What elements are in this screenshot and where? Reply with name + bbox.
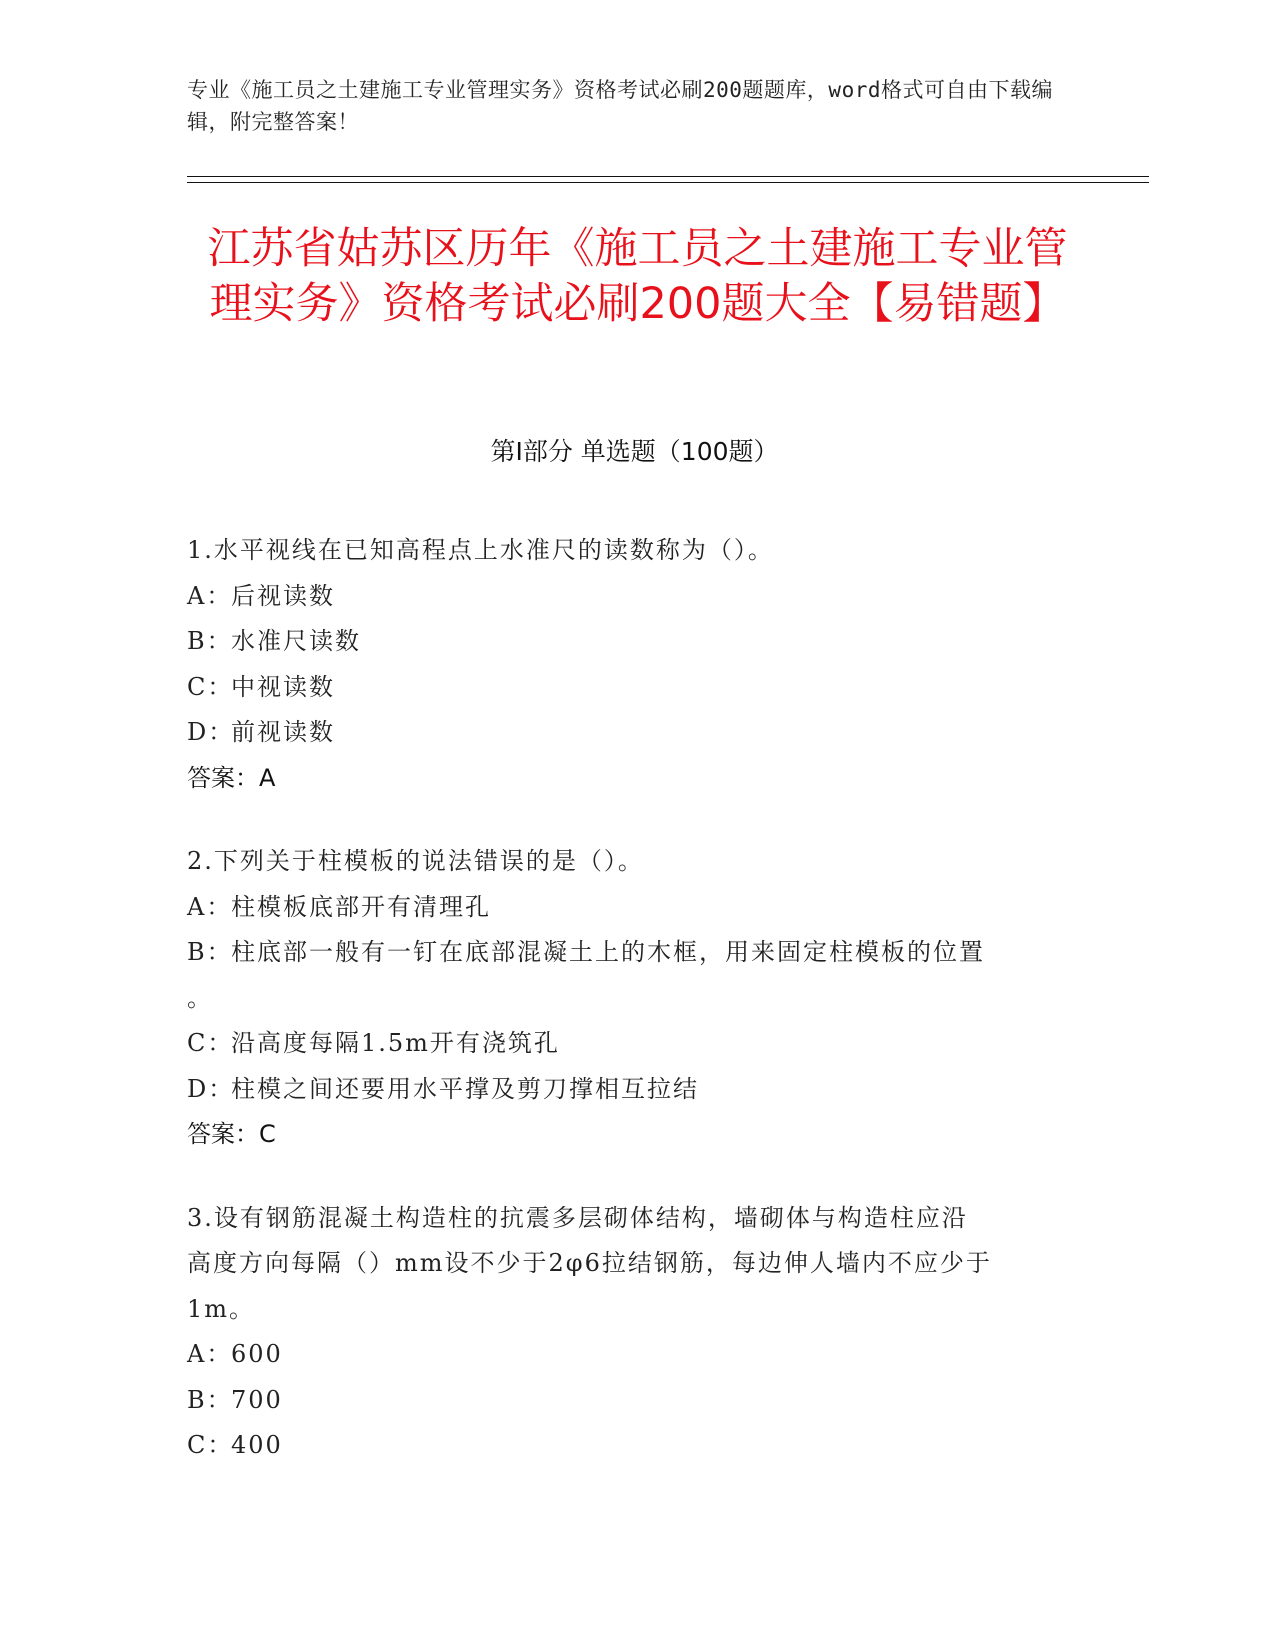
option-key: A： bbox=[187, 1340, 233, 1368]
document-title: 江苏省姑苏区历年《施工员之土建施工专业管理实务》资格考试必刷200题大全【易错题】 bbox=[207, 224, 1068, 329]
option-c bbox=[187, 665, 1067, 711]
option-text: 600 bbox=[231, 1340, 283, 1368]
question-3 bbox=[187, 1196, 1067, 1469]
option-key: C： bbox=[187, 1029, 234, 1057]
option-text: 柱底部一般有一钉在底部混凝土上的木框，用来固定柱模板的位置 bbox=[231, 938, 985, 966]
question-2 bbox=[187, 839, 1067, 1158]
option-d bbox=[187, 710, 1067, 756]
option-key: B： bbox=[187, 1385, 233, 1414]
option-text: 沿高度每隔1.5m开有浇筑孔 bbox=[231, 1029, 560, 1057]
option-c bbox=[187, 1423, 1067, 1469]
option-key: A： bbox=[187, 581, 233, 610]
question-stem: 2.下列关于柱模板的说法错误的是（）。 bbox=[187, 847, 644, 875]
option-text: 水准尺读数 bbox=[231, 627, 361, 655]
option-text: 。 bbox=[187, 983, 213, 1012]
question-stem-line-3: 1m。 bbox=[187, 1294, 256, 1323]
question-1 bbox=[187, 528, 1067, 801]
question-list bbox=[187, 528, 1067, 1507]
option-key: D： bbox=[187, 718, 235, 746]
option-b bbox=[187, 930, 1067, 976]
option-text: 柱模板底部开有清理孔 bbox=[231, 892, 491, 921]
option-text: 柱模之间还要用水平撑及剪刀撑相互拉结 bbox=[231, 1074, 699, 1103]
option-key: A： bbox=[187, 892, 233, 921]
option-key: C： bbox=[187, 672, 234, 701]
answer-line: 答案：C bbox=[187, 1120, 276, 1148]
option-b bbox=[187, 619, 1067, 665]
option-a bbox=[187, 1332, 1067, 1378]
question-stem: 1.水平视线在已知高程点上水准尺的读数称为（）。 bbox=[187, 536, 774, 564]
option-a bbox=[187, 574, 1067, 620]
option-text: 前视读数 bbox=[231, 718, 335, 746]
option-b bbox=[187, 1378, 1067, 1424]
header-note: 专业《施工员之土建施工专业管理实务》资格考试必刷200题题库，word格式可自由下载编辑，附完整答案！ bbox=[187, 78, 1053, 134]
header-rule-top bbox=[187, 176, 1149, 177]
option-a bbox=[187, 885, 1067, 931]
option-key: B： bbox=[187, 938, 233, 966]
option-text: 中视读数 bbox=[231, 672, 335, 701]
option-key: C： bbox=[187, 1431, 234, 1459]
option-b-continuation bbox=[187, 976, 1067, 1022]
section-title: 第Ⅰ部分 单选题（100题） bbox=[490, 437, 779, 466]
option-d bbox=[187, 1067, 1067, 1113]
question-stem-line-1: 3.设有钢筋混凝土构造柱的抗震多层砌体结构，墙砌体与构造柱应沿 bbox=[187, 1203, 968, 1232]
option-text: 700 bbox=[231, 1385, 283, 1414]
question-stem-line-2: 高度方向每隔（）mm设不少于2φ6拉结钢筋，每边伸人墙内不应少于 bbox=[187, 1249, 992, 1277]
option-text: 400 bbox=[231, 1431, 283, 1459]
option-key: D： bbox=[187, 1074, 235, 1103]
option-c bbox=[187, 1021, 1067, 1067]
option-key: B： bbox=[187, 627, 233, 655]
header-rule-bottom bbox=[187, 182, 1149, 183]
option-text: 后视读数 bbox=[231, 581, 335, 610]
answer-line: 答案：A bbox=[187, 763, 276, 792]
